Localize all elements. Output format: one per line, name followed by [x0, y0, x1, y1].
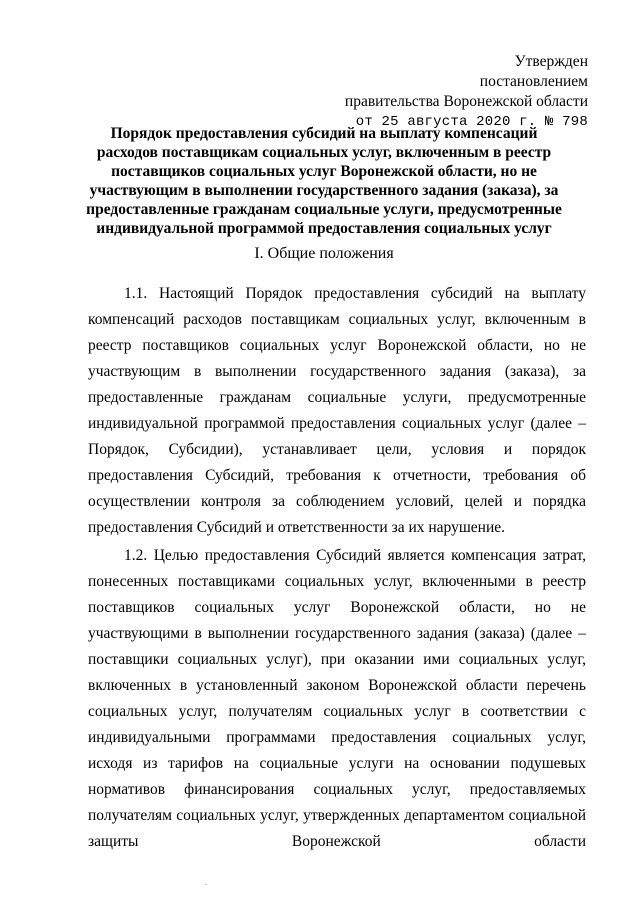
scan-artifact — [205, 884, 207, 885]
approval-stamp — [345, 52, 588, 132]
document-body — [88, 281, 586, 857]
paragraph-1-2: 1.2. Целью предоставления Субсидий является компенсация затрат, понесенных поставщиками социальных услуг, включенными в реестр поставщиков социальных услуг Воронежской области, но не участвующими в выполнении государственного задания (заказа) (далее – поставщики социальных услуг), при оказании ими социальных услуг, включенных в установленный законом Воронежской области перечень социальных услуг, получателям социальных услуг в соответствии с индивидуальными программами предоставления социальных услуг, исходя из тарифов на социальные услуги на основании подушевых нормативов финансирования социальных услуг, предоставляемых получателям социальных услуг, утвержденных департаментом социальной защиты Воронежской области — [88, 547, 586, 850]
approval-line-government: правительства Воронежской области — [344, 93, 588, 110]
document-title: Порядок предоставления субсидий на выплату компенсаций расходов поставщикам социальных услуг, включенным в реестр поставщиков социальных услуг Воронежской области, но не участвующим в выполнении государственного задания (заказа), за предоставленные гражданам социальные услуги, предусмотренные индивидуальной программой предоставления социальных услуг — [86, 125, 562, 237]
paragraph-1-1: 1.1. Настоящий Порядок предоставления субсидий на выплату компенсаций расходов поставщикам социальных услуг, включенным в реестр поставщиков социальных услуг Воронежской области, но не участвующим в выполнении государственного задания (заказа), за предоставленные гражданам социальные услуги, предусмотренные индивидуальной программой предоставления социальных услуг (далее – Порядок, Субсидии), устанавливает цели, условия и порядок предоставления Субсидий, требования к отчетности, требования об осуществлении контроля за соблюдением условий, целей и порядка предоставления Субсидий и ответственности за их нарушение. — [88, 285, 586, 536]
approval-line-approved: Утвержден — [514, 53, 588, 70]
section-heading: I. Общие положения — [254, 245, 394, 262]
approval-line-resolution: постановлением — [479, 73, 588, 90]
approval-line-date-number: от 25 августа 2020 г. № 798 — [355, 114, 588, 130]
